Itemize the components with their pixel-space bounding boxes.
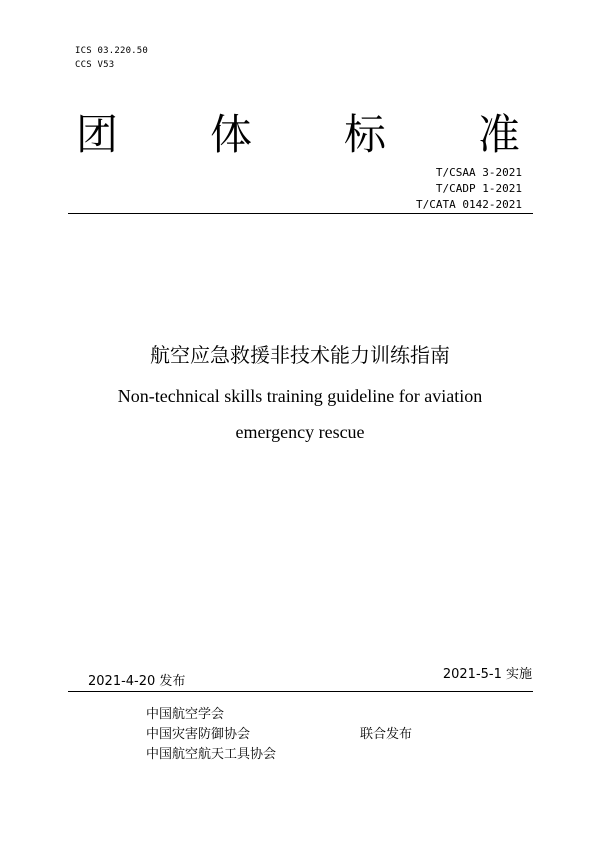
publisher-org-3: 中国航空航天工具协会 [146, 747, 277, 762]
standard-code-2: T/CADP 1-2021 [435, 182, 522, 195]
implement-date: 2021-5-1 实施 [442, 667, 532, 682]
title-char-1: 团 [76, 110, 119, 159]
issue-date: 2021-4-20 发布 [88, 674, 186, 689]
document-title-en-line2: emergency rescue [235, 422, 365, 442]
title-char-2: 体 [209, 110, 252, 159]
standard-code-1: T/CSAA 3-2021 [435, 166, 522, 179]
publisher-org-1: 中国航空学会 [146, 707, 225, 722]
standard-codes [416, 165, 522, 213]
document-title-cn: 航空应急救援非技术能力训练指南 [150, 343, 450, 367]
publisher-org-2: 中国灾害防御协会 [146, 727, 251, 742]
ccs-code: CCS V53 [75, 60, 115, 70]
standard-code-3: T/CATA 0142-2021 [416, 198, 522, 211]
joint-publish-label: 联合发布 [360, 727, 413, 742]
document-title-en-line1: Non-technical skills training guideline for aviation [117, 386, 483, 406]
ics-code: ICS 03.220.50 [75, 46, 149, 56]
bottom-divider [68, 691, 533, 692]
title-char-4: 准 [477, 110, 520, 159]
title-char-3: 标 [343, 110, 386, 159]
top-divider [68, 213, 533, 214]
standard-type-title [76, 110, 520, 160]
